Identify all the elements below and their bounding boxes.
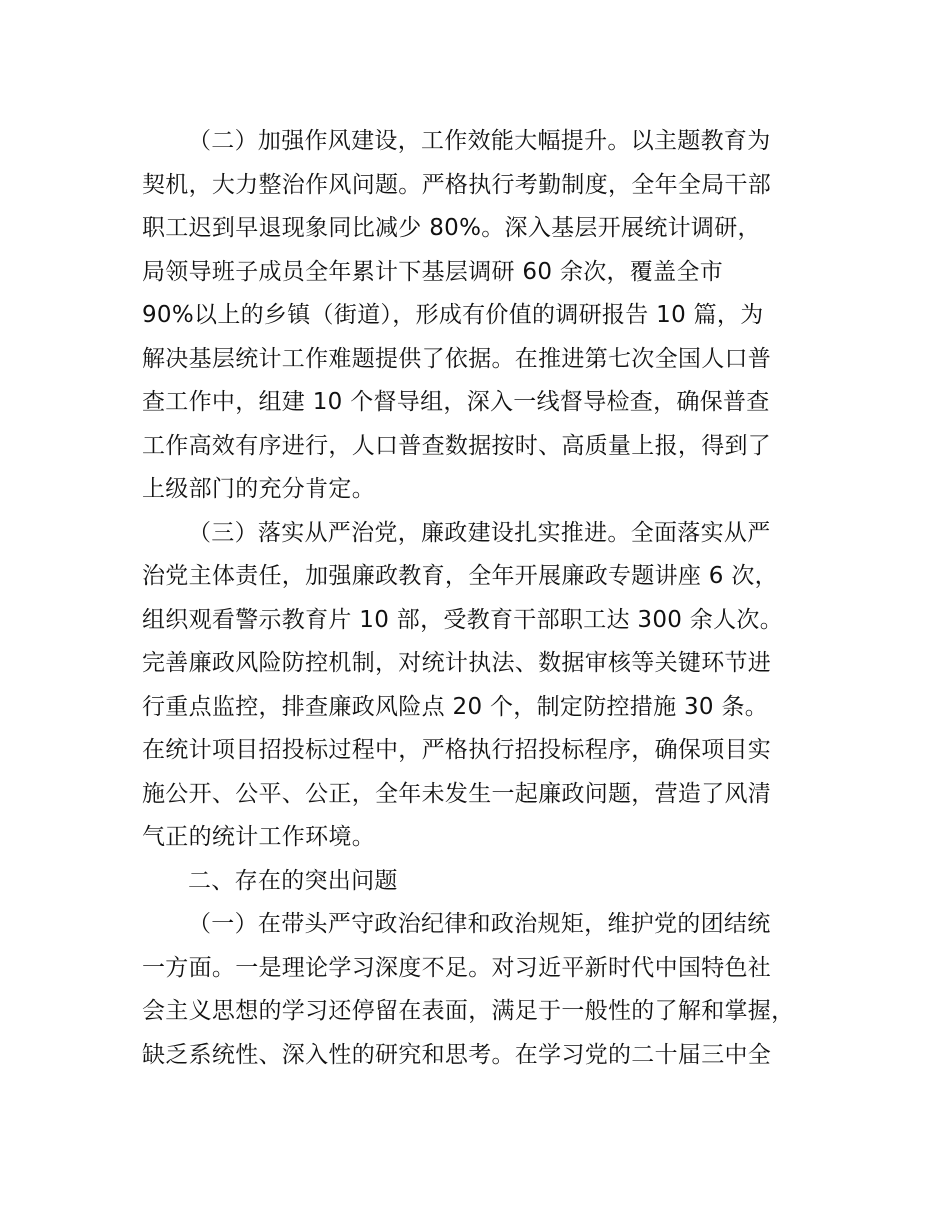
paragraph-2-line-2: 契机，大力整治作风问题。严格执行考勤制度，全年全局干部: [142, 171, 772, 198]
paragraph-3-line-2: 治党主体责任，加强廉政教育，全年开展廉政专题讲座 6 次，: [142, 563, 778, 589]
paragraph-2-line-5: 90%以上的乡镇（街道），形成有价值的调研报告 10 篇，为: [142, 302, 764, 328]
paragraph-3-line-1: （三）落实从严治党，廉政建设扎实推进。全面落实从严: [188, 519, 771, 546]
paragraph-2-line-7: 查工作中，组建 10 个督导组，深入一线督导检查，确保普查: [142, 389, 770, 415]
paragraph-3-line-5: 行重点监控，排查廉政风险点 20 个，制定防控措施 30 条。: [142, 693, 769, 720]
paragraph-2-line-6: 解决基层统计工作难题提供了依据。在推进第七次全国人口普: [142, 345, 772, 372]
paragraph-2-line-1: （二）加强作风建设，工作效能大幅提升。以主题教育为: [188, 128, 771, 154]
paragraph-2-line-9: 上级部门的充分肯定。: [142, 476, 375, 502]
paragraph-3-line-8: 气正的统计工作环境。: [142, 824, 375, 850]
paragraph-3-line-4: 完善廉政风险防控机制，对统计执法、数据审核等关键环节进: [142, 650, 772, 676]
paragraph-4-line-2: 一方面。一是理论学习深度不足。对习近平新时代中国特色社: [142, 954, 772, 981]
paragraph-4-line-3: 会主义思想的学习还停留在表面，满足于一般性的了解和掌握，: [142, 998, 795, 1024]
paragraph-3-line-6: 在统计项目招投标过程中，严格执行招投标程序，确保项目实: [142, 737, 772, 763]
paragraph-4-line-1: （一）在带头严守政治纪律和政治规矩，维护党的团结统: [188, 911, 771, 937]
paragraph-2-line-3: 职工迟到早退现象同比减少 80%。深入基层开展统计调研，: [142, 215, 761, 241]
paragraph-4-line-4: 缺乏系统性、深入性的研究和思考。在学习党的二十届三中全: [142, 1041, 772, 1068]
section-heading: 二、存在的突出问题: [188, 867, 398, 894]
paragraph-2-line-4: 局领导班子成员全年累计下基层调研 60 余次，覆盖全市: [142, 258, 723, 285]
document-body: [142, 120, 832, 1077]
paragraph-2-line-8: 工作高效有序进行，人口普查数据按时、高质量上报，得到了: [142, 432, 772, 459]
paragraph-3-line-7: 施公开、公平、公正，全年未发生一起廉政问题，营造了风清: [142, 780, 772, 807]
paragraph-3-line-3: 组织观看警示教育片 10 部，受教育干部职工达 300 余人次。: [142, 606, 784, 633]
